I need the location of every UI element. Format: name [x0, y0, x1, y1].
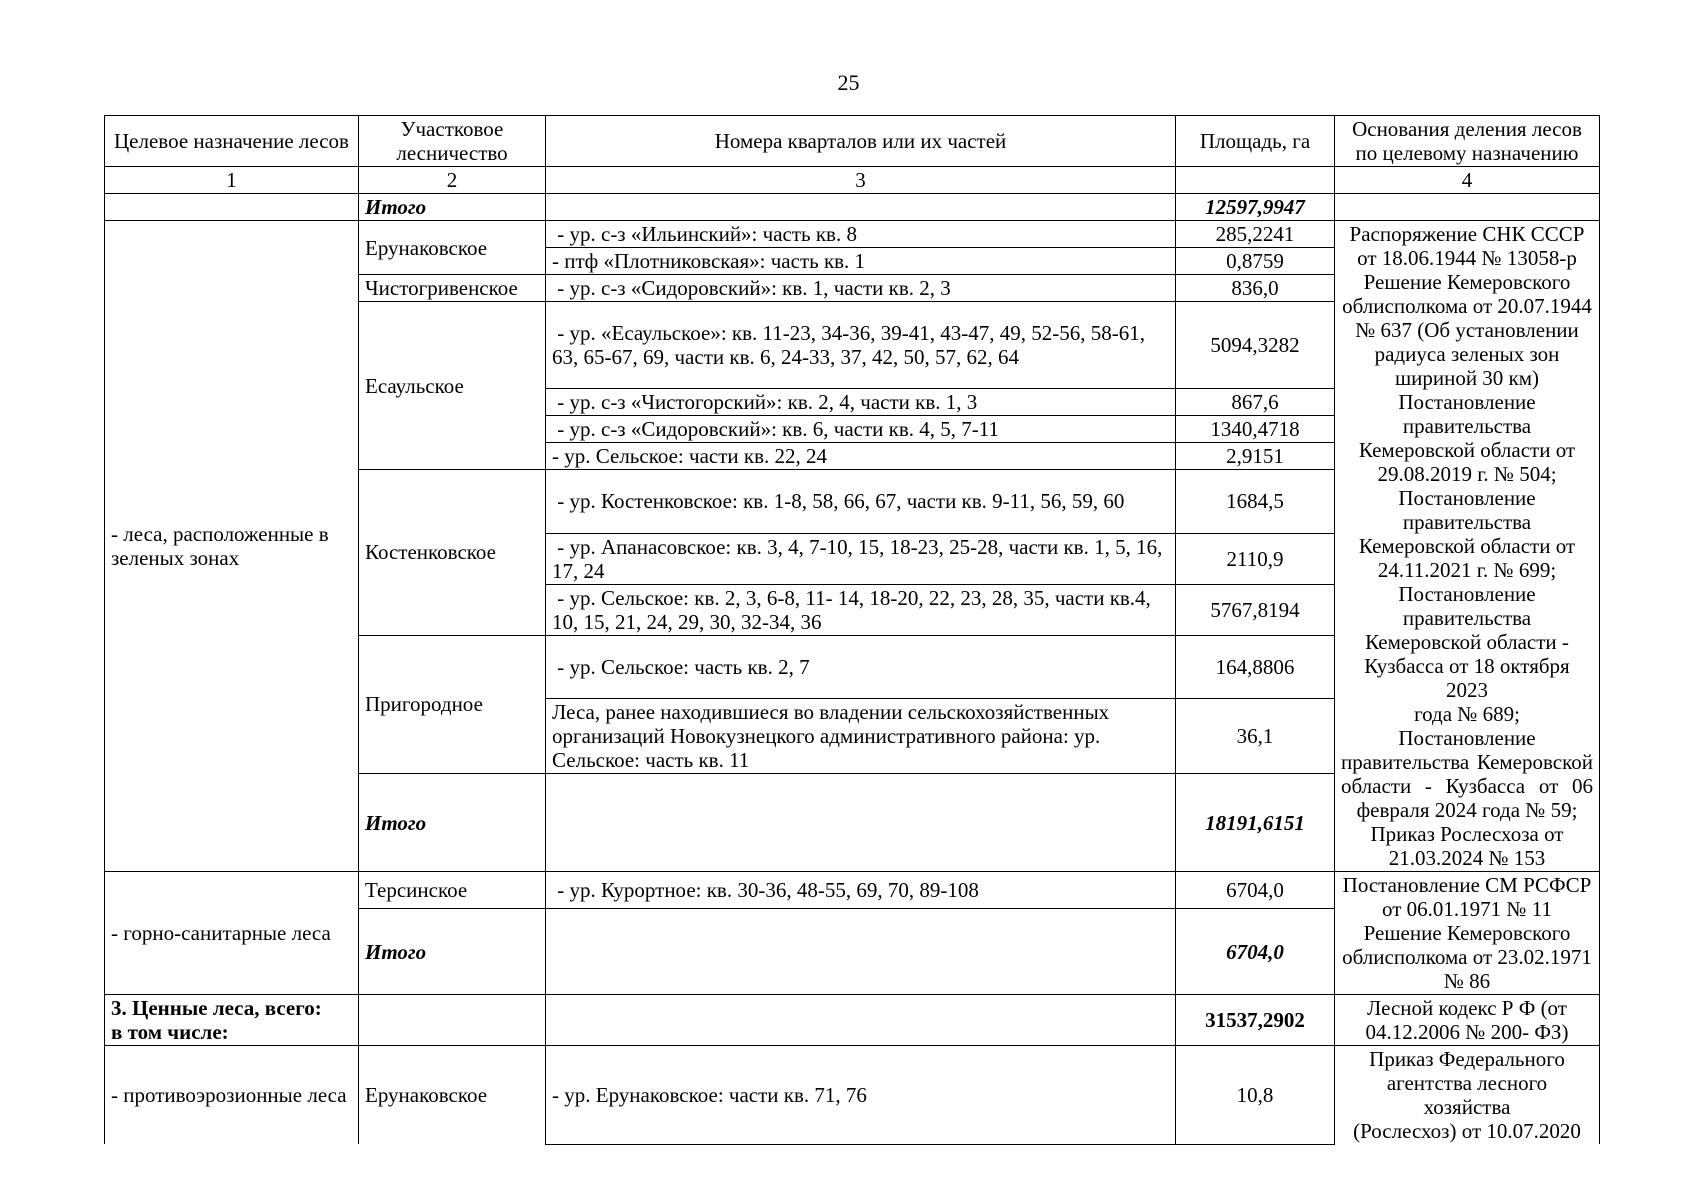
basis-line: Решение Кемеровского	[1363, 921, 1571, 945]
basis-line: № 86	[1443, 969, 1491, 993]
basis-line: 29.08.2019 г. № 504;	[1377, 462, 1557, 486]
quarters-cell: Леса, ранее находившиеся во владении сельскохозяйственных организаций Новокузнецкого административного района: ур. Сельское: часть кв. 11	[546, 699, 1176, 774]
area-cell: 36,1	[1176, 699, 1335, 774]
basis-line: (Рослесхоз) от 10.07.2020	[1353, 1119, 1581, 1143]
district-cell: Ерунаковское	[359, 1046, 546, 1145]
quarters-cell: - ур. с-з «Сидоровский»: кв. 6, части кв. 4, 5, 7-11	[546, 416, 1176, 443]
total-label: Итого	[359, 194, 546, 221]
quarters-cell: - ур. Сельское: часть кв. 2, 7	[546, 635, 1176, 698]
quarters-cell: - ур. Костенковское: кв. 1-8, 58, 66, 67, части кв. 9-11, 56, 59, 60	[546, 470, 1176, 533]
basis-line: февраля 2024 года № 59;	[1356, 798, 1578, 822]
district-cell: Чистогривенское	[359, 275, 546, 302]
area-cell: 1684,5	[1176, 470, 1335, 533]
basis-valuable	[1335, 995, 1600, 1046]
purpose-mountain: - горно-санитарные леса	[105, 872, 359, 995]
basis-line: агентства лесного хозяйства	[1386, 1071, 1548, 1119]
valuable-label	[105, 995, 359, 1046]
quarters-cell: - ур. Сельское: части кв. 22, 24	[546, 443, 1176, 470]
district-cell: Терсинское	[359, 872, 546, 909]
basis-green-zones	[1335, 221, 1600, 872]
basis-line: от 06.01.1971 № 11	[1382, 897, 1552, 921]
basis-line: Лесной кодекс Р Ф (от	[1367, 996, 1567, 1020]
column-number	[1176, 167, 1335, 194]
area-cell: 5094,3282	[1176, 302, 1335, 389]
header-area: Площадь, га	[1176, 116, 1335, 167]
header-basis: Основания деления лесов по целевому назначению	[1335, 116, 1600, 167]
basis-mountain	[1335, 872, 1600, 995]
quarters-cell: - ур. Сельское: кв. 2, 3, 6-8, 11- 14, 18-20, 22, 23, 28, 35, части кв.4, 10, 15, 21, 24, 29, 30, 32-34, 36	[546, 584, 1176, 635]
basis-line: Приказ Рослесхоза от	[1370, 822, 1564, 846]
basis-line: Приказ Федерального	[1369, 1047, 1565, 1071]
district-cell: Костенковское	[359, 470, 546, 635]
quarters-cell: - ур. Ерунаковское: части кв. 71, 76	[546, 1046, 1176, 1145]
area-cell: 164,8806	[1176, 635, 1335, 698]
total-label: Итого	[359, 909, 546, 995]
quarters-cell: - ур. с-з «Ильинский»: часть кв. 8	[546, 221, 1176, 248]
basis-erosion	[1335, 1046, 1600, 1145]
table-row	[105, 1046, 1600, 1145]
area-cell: 5767,8194	[1176, 584, 1335, 635]
total-area: 18191,6151	[1176, 774, 1335, 872]
basis-line: Постановление	[1398, 486, 1536, 510]
basis-line: Кемеровской области -	[1365, 630, 1569, 654]
forest-purpose-table	[104, 115, 1600, 1145]
valuable-area: 31537,2902	[1176, 995, 1335, 1046]
basis-line: радиуса зеленых зон	[1374, 342, 1560, 366]
header-row	[105, 116, 1600, 167]
area-cell: 6704,0	[1176, 872, 1335, 909]
basis-line: Кемеровской области от	[1358, 534, 1576, 558]
purpose-green-zones: - леса, расположенные в зеленых зонах	[105, 221, 359, 872]
column-number: 4	[1335, 167, 1600, 194]
basis-line: Кемеровской области от	[1358, 438, 1576, 462]
header-purpose: Целевое назначение лесов	[105, 116, 359, 167]
area-cell: 1340,4718	[1176, 416, 1335, 443]
basis-line: правительства	[1402, 414, 1532, 438]
header-quarters: Номера кварталов или их частей	[546, 116, 1176, 167]
basis-line: от 18.06.1944 № 13058-р	[1357, 246, 1577, 270]
valuable-label-line2: в том числе:	[111, 1020, 229, 1044]
quarters-cell: - ур. с-з «Чистогорский»: кв. 2, 4, части кв. 1, 3	[546, 389, 1176, 416]
basis-line: Решение Кемеровского	[1363, 270, 1571, 294]
basis-line: Постановление	[1398, 726, 1536, 750]
quarters-cell: - ур. Курортное: кв. 30-36, 48-55, 69, 70, 89-108	[546, 872, 1176, 909]
column-number: 1	[105, 167, 359, 194]
column-number: 3	[546, 167, 1176, 194]
basis-line: 21.03.2024 № 153	[1388, 846, 1546, 870]
total-label: Итого	[359, 774, 546, 872]
quarters-cell: - ур. с-з «Сидоровский»: кв. 1, части кв. 2, 3	[546, 275, 1176, 302]
basis-line: 04.12.2006 № 200- ФЗ)	[1365, 1020, 1569, 1044]
basis-line: правительства	[1402, 510, 1532, 534]
area-cell: 2110,9	[1176, 533, 1335, 584]
column-number: 2	[359, 167, 546, 194]
basis-line: Распоряжение СНК СССР	[1349, 222, 1585, 246]
basis-line: облисполкома от 20.07.1944	[1342, 294, 1592, 318]
header-district: Участковое лесничество	[359, 116, 546, 167]
area-cell: 867,6	[1176, 389, 1335, 416]
valuable-label-line1: 3. Ценные леса, всего:	[111, 996, 322, 1020]
table-row	[105, 995, 1600, 1046]
column-number-row	[105, 167, 1600, 194]
quarters-cell: - ур. «Есаульское»: кв. 11-23, 34-36, 39-41, 43-47, 49, 52-56, 58-61, 63, 65-67, 69, части кв. 6, 24-33, 37, 42, 50, 57, 62, 64	[546, 302, 1176, 389]
quarters-cell: - ур. Апанасовское: кв. 3, 4, 7-10, 15, 18-23, 25-28, части кв. 1, 5, 16, 17, 24	[546, 533, 1176, 584]
table-row	[105, 194, 1600, 221]
table-row	[105, 221, 1600, 248]
purpose-erosion: - противоэрозионные леса	[105, 1046, 359, 1145]
basis-line: Постановление	[1398, 390, 1536, 414]
table-row	[105, 872, 1600, 909]
basis-line: № 637 (Об установлении	[1355, 318, 1579, 342]
area-cell: 10,8	[1176, 1046, 1335, 1145]
basis-line: 24.11.2021 г. № 699;	[1377, 558, 1557, 582]
district-cell: Есаульское	[359, 302, 546, 470]
total-area: 6704,0	[1176, 909, 1335, 995]
total-area: 12597,9947	[1176, 194, 1335, 221]
area-cell: 2,9151	[1176, 443, 1335, 470]
basis-line: Постановление правительства	[1398, 582, 1536, 630]
basis-line: правительства Кемеровской	[1341, 750, 1593, 774]
area-cell: 285,2241	[1176, 221, 1335, 248]
page-number: 25	[837, 70, 860, 95]
basis-line: шириной 30 км)	[1394, 366, 1540, 390]
basis-line: года № 689;	[1414, 702, 1520, 726]
district-cell: Ерунаковское	[359, 221, 546, 275]
basis-line: области - Кузбасса от 06	[1341, 774, 1593, 798]
basis-line: Кузбасса от 18 октября 2023	[1364, 654, 1570, 702]
basis-line: Постановление СМ РСФСР	[1342, 873, 1592, 897]
district-cell: Пригородное	[359, 635, 546, 773]
basis-line: облисполкома от 23.02.1971	[1342, 945, 1592, 969]
area-cell: 0,8759	[1176, 248, 1335, 275]
quarters-cell: - птф «Плотниковская»: часть кв. 1	[546, 248, 1176, 275]
area-cell: 836,0	[1176, 275, 1335, 302]
